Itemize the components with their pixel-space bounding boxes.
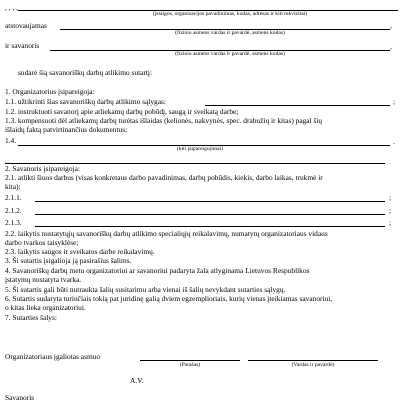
volunteer-caption: (fizinio asmens vardas ir pavardė, asmens kodas) xyxy=(175,51,285,57)
item-2-1a: 2.1. atlikti šiuos darbus (visas konkretaus darbo pavadinimas, darbų pobūdis, kiekis, darbo laikas, trukmė ir xyxy=(5,173,323,182)
section-1-title: 1. Organizatorius įsipareigoja: xyxy=(5,87,95,96)
clause-7: 7. Sutarties šalys: xyxy=(5,313,57,322)
item-2-3: 2.3. laikytis saugos ir sveikatos darbe reikalavimų. xyxy=(5,247,155,256)
item-1-4: 1.4. xyxy=(5,136,17,145)
top-dots: , , , , xyxy=(5,3,18,12)
organizer-name-line[interactable] xyxy=(248,360,378,361)
clause-3: 3. Ši sutartis įsigalioja ją pasirašius šalims. xyxy=(5,256,132,265)
signature-caption: (Parašas) xyxy=(179,362,201,368)
comma: , xyxy=(390,21,392,30)
volunteer-label: ir savanoris xyxy=(5,41,40,50)
item-2-1-3: 2.1.3. xyxy=(5,218,22,227)
item-1-2: 1.2. instruktuoti savanorį apie atliekamų darbų pobūdį, saugą ir sveikatą darbe; xyxy=(5,107,239,116)
clause-5: 5. Ši sutartis gali būti nutraukta šalių susitarimu arba vienai iš šalių nevykdant sutarties sąlygų. xyxy=(5,285,286,294)
org-caption: (įstaigos, organizacijos pavadinimas, kodas, adresas ir kiti rekvizitai) xyxy=(152,11,308,17)
item-2-2a: 2.2. laikytis nustatytųjų savanoriškų darbų atlikimo specialiųjų reikalavimų, numatytų organizatoriaus vidaus xyxy=(5,229,328,238)
representative-caption: (fizinio asmens vardas ir pavardė, asmens kodas) xyxy=(175,30,285,36)
item-2-1-1-line[interactable] xyxy=(35,201,385,202)
item-1-3b: išlaidų faktą patvirtinančius dokumentus; xyxy=(5,125,128,134)
item-2-1-2-line[interactable] xyxy=(35,214,385,215)
organizer-signatory-label: Organizatoriaus įgaliotas asmuo xyxy=(5,352,101,361)
item-2-1b: kita): xyxy=(5,182,21,191)
name-caption: (Vardas ir pavardė) xyxy=(291,362,335,368)
volunteer-signatory-label: Savanoris xyxy=(5,393,35,402)
clause-4a: 4. Savanoriškų darbų metu organizatoriui ar savanoriui padaryta žala atlyginama Lietuvos Respublikos xyxy=(5,266,310,275)
section-2-title: 2. Savanoris įsipareigoja: xyxy=(5,164,80,173)
item-2-1-3-line[interactable] xyxy=(35,226,385,227)
clause-4b: įstatymų nustatyta tvarka. xyxy=(5,275,82,284)
item-2-2b: darbo tvarkos taisyklėse; xyxy=(5,238,79,247)
item-2-1-2: 2.1.2. xyxy=(5,206,22,215)
intro-text: sudarė šią savanoriškų darbų atlikimo sutartį: xyxy=(18,68,153,77)
representative-label: atstovaujamas xyxy=(5,21,47,30)
clause-6b: o kitas lieka organizatoriui. xyxy=(5,303,86,312)
item-1-1-line[interactable] xyxy=(205,105,390,106)
seal-label: A.V. xyxy=(130,376,144,385)
comma: , xyxy=(390,42,392,51)
other-duties-caption: (kiti įsipareigojimai) xyxy=(176,146,224,152)
item-2-1-1: 2.1.1. xyxy=(5,193,22,202)
clause-6a: 6. Sutartis sudaryta turinčiais tokią pat juridinę galią dviem egzemplioriais, kurių vienas įteikiamas savanoriui, xyxy=(5,294,333,303)
item-1-3a: 1.3. kompensuoti dėl atliekamų darbų turėtas išlaidas (kelionės, nakvynės, spec. drabužių ir kitas) pagal šių xyxy=(5,116,323,125)
organizer-signature-line[interactable] xyxy=(140,360,240,361)
item-1-1: 1.1. užtikrinti šias savanoriškų darbų atlikimo sąlygas: xyxy=(5,97,166,106)
